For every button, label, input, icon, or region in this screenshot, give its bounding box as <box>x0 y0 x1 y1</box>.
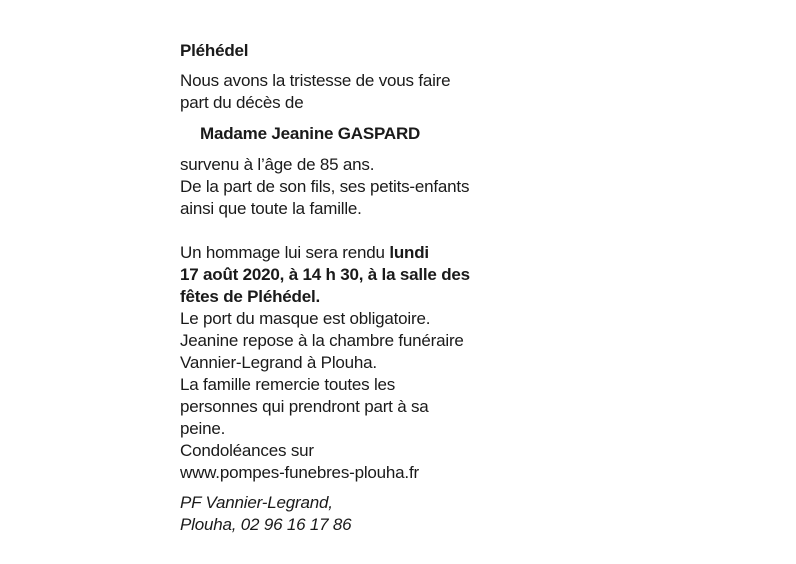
signature-block <box>178 492 500 536</box>
ceremony-line-1 <box>180 242 500 264</box>
signature-line-2: Plouha, 02 96 16 17 86 <box>180 515 352 534</box>
info-line-2: Jeanine repose à la chambre funéraire <box>180 331 464 350</box>
paragraph-gap <box>178 220 500 242</box>
ceremony-lead: Un hommage lui sera rendu <box>180 243 390 262</box>
info-line-7: Condoléances sur <box>180 441 314 460</box>
ceremony-details-line-1: 17 août 2020, à 14 h 30, à la salle des <box>180 265 470 284</box>
info-line-5: personnes qui prendront part à sa <box>180 397 429 416</box>
deceased-name: Madame Jeanine GASPARD <box>200 124 421 143</box>
intro-line-2: part du décès de <box>180 93 304 112</box>
info-line-4: La famille remercie toutes les <box>180 375 396 394</box>
family-line-1: survenu à l’âge de 85 ans. <box>180 155 375 174</box>
family-line-3: ainsi que toute la famille. <box>180 199 362 218</box>
ceremony-details-line-2: fêtes de Pléhédel. <box>180 287 321 306</box>
intro-line-1: Nous avons la tristesse de vous faire <box>180 71 451 90</box>
ceremony-day: lundi <box>389 243 429 262</box>
info-line-6: peine. <box>180 419 226 438</box>
town-heading: Pléhédel <box>180 41 249 60</box>
signature-line-1: PF Vannier-Legrand, <box>180 493 333 512</box>
info-line-1: Le port du masque est obligatoire. <box>180 309 431 328</box>
family-line-2: De la part de son fils, ses petits-enfants <box>180 177 470 196</box>
info-line-3: Vannier-Legrand à Plouha. <box>180 353 377 372</box>
obituary-notice <box>178 40 500 536</box>
condolences-website: www.pompes-funebres-plouha.fr <box>180 463 419 482</box>
